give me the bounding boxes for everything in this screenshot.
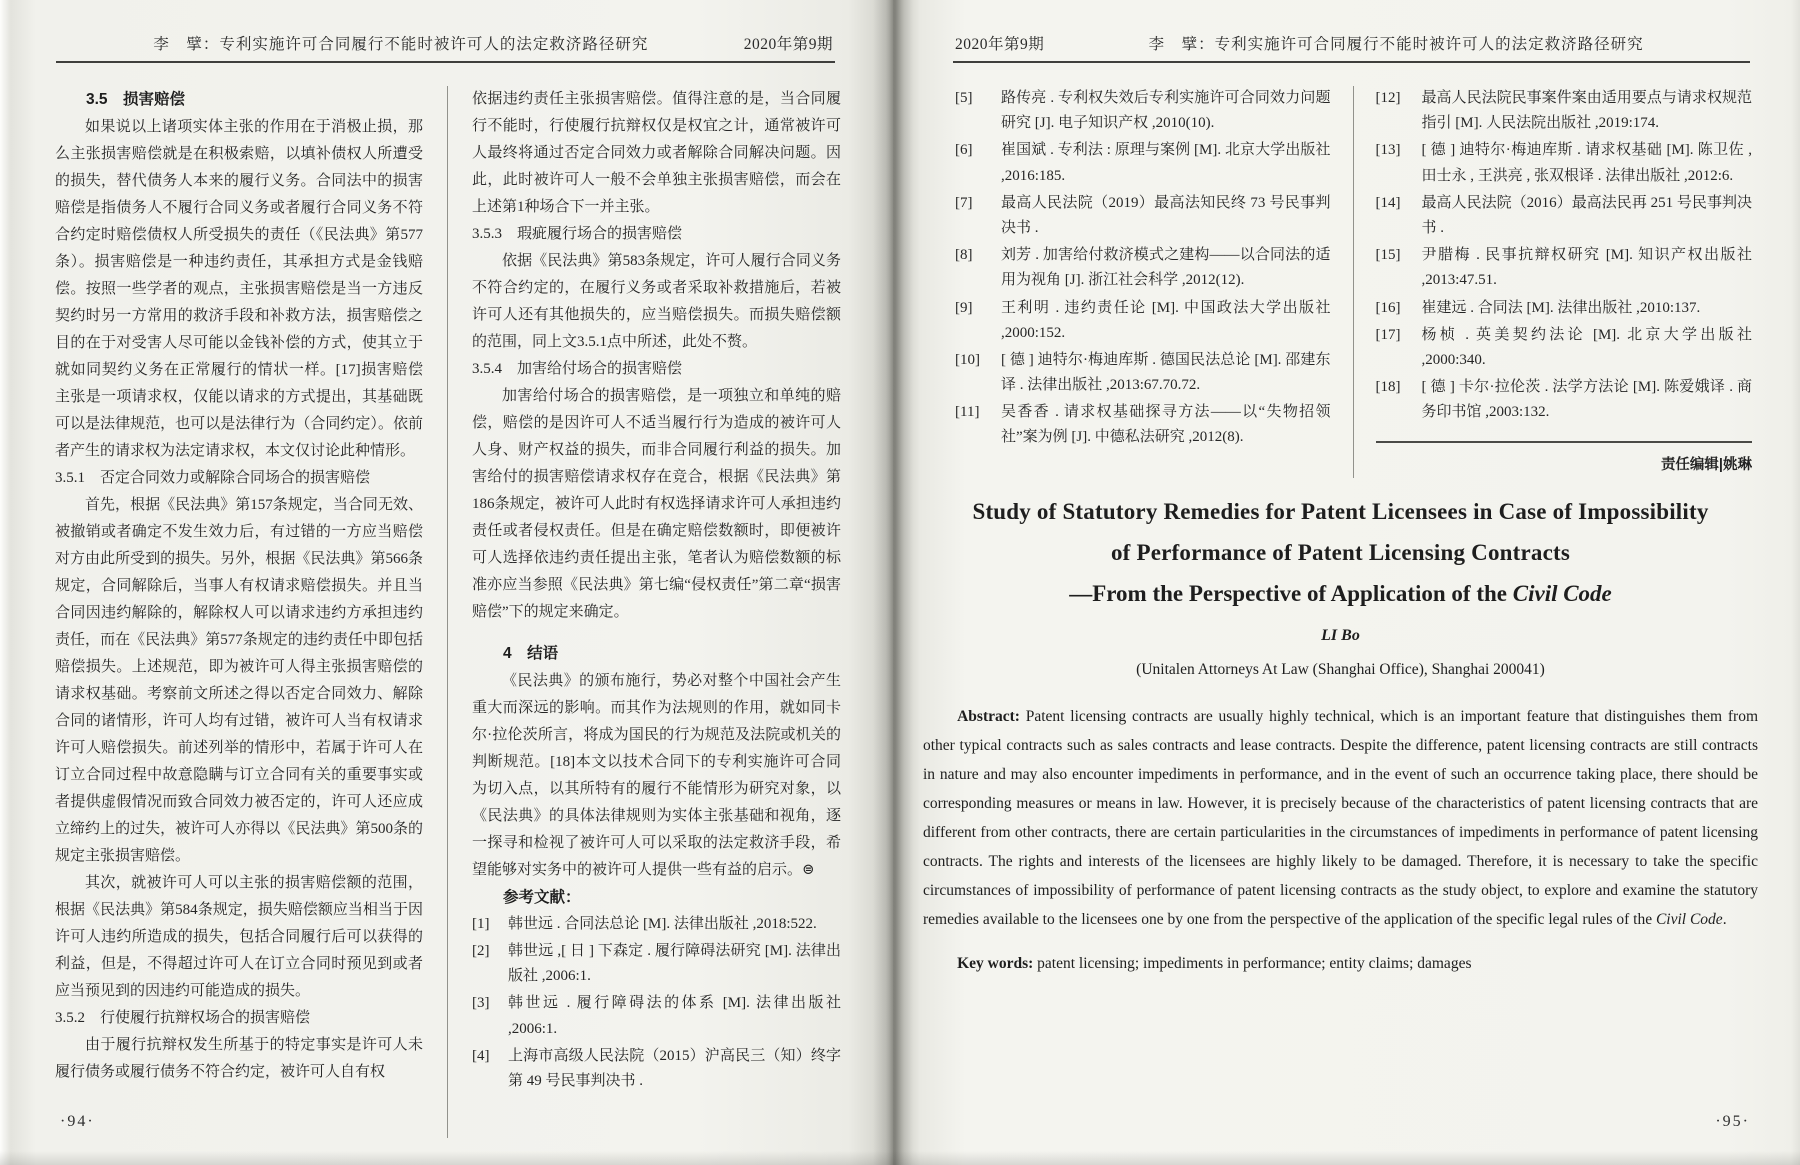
reference-item	[955, 400, 1331, 450]
paragraph: 《民法典》的颁布施行，势必对整个中国社会产生重大而深远的影响。而其作为法规则的作用，就如同卡尔·拉伦茨所言，将成为国民的行为规范及法院或机关的判断规范。[18]本文以技术合同下的专利实施许可合同为切入点，以其所特有的履行不能情形为研究对象，以《民法典》的具体法律规则为实体主张基础和视角，逐一探寻和检视了被许可人可以采取的法定救济手段，希望能够对实务中的被许可人提供一些有益的启示。⊜	[472, 672, 841, 878]
reference-number: [18]	[1375, 379, 1401, 396]
reference-text: 尹腊梅 . 民事抗辩权研究 [M]. 知识产权出版社 ,2013:47.51.	[1421, 247, 1752, 289]
english-subtitle	[923, 574, 1758, 615]
reference-item	[955, 191, 1331, 241]
reference-item	[1376, 323, 1753, 373]
reference-item	[955, 243, 1331, 293]
reference-number: [3]	[472, 995, 490, 1012]
reference-number: [9]	[955, 299, 973, 316]
paragraph: 加害给付场合的损害赔偿，是一项独立和单纯的赔偿，赔偿的是因许可人不适当履行行为造成的被许可人人身、财产权益的损失，而非合同履行利益的损失。加害给付的损害赔偿请求权存在竞合，根据《民法典》第186条规定，被许可人此时有权选择请求许可人承担违约责任或者侵权责任。但是在确定赔偿数额时，即便被许可人选择依违约责任提出主张，笔者认为赔偿数额的标准亦应当参照《民法典》第七编“侵权责任”第二章“损害赔偿”下的规定来确定。	[472, 388, 841, 620]
reference-text: [ 德 ] 迪特尔·梅迪库斯 . 德国民法总论 [M]. 邵建东译 . 法律出版社 ,2013:67.70.72.	[1001, 351, 1331, 394]
page-number-94: ·94·	[60, 1113, 95, 1130]
page-95	[893, 0, 1800, 1165]
reference-text: 路传亮 . 专利权失效后专利实施许可合同效力问题研究 [J]. 电子知识产权 ,2010(10).	[1001, 90, 1331, 132]
reference-number: [15]	[1375, 247, 1401, 264]
keywords-label: Key words:	[957, 955, 1034, 973]
reference-item	[1376, 86, 1753, 136]
reference-number: [12]	[1375, 90, 1401, 106]
abstract-italic: Civil Code	[1655, 910, 1723, 928]
reference-item	[1376, 138, 1753, 188]
page-94-column-2	[448, 86, 841, 1138]
reference-text: 韩世远 . 履行障碍法的体系 [M]. 法律出版社 ,2006:1.	[508, 995, 841, 1037]
reference-item	[955, 296, 1331, 346]
reference-text: 刘芳 . 加害给付救济模式之建构——以合同法的适用为视角 [J]. 浙江社会科学 ,2012(12).	[1001, 247, 1331, 289]
reference-text: 最高人民法院（2019）最高法知民终 73 号民事判决书 .	[1001, 194, 1331, 236]
running-head-issue: 2020年第9期	[955, 36, 1045, 53]
paragraph: 如果说以上诸项实体主张的作用在于消极止损，那么主张损害赔偿就是在积极索赔，以填补债权人所遭受的损失，替代债务人本来的履行义务。合同法中的损害赔偿是指债务人不履行合同义务或者履行合同义务不符合约定时赔偿债权人所受损失的责任（《民法典》第577条）。损害赔偿是一种违约责任，其承担方式是金钱赔偿。按照一些学者的观点，主张损害赔偿是当一方违反契约时另一方常用的救济手段和补救方法，损害赔偿之目的在于对受害人尽可能以金钱补偿的方式，使其立于就如同契约义务在正常履行的情状一样。[17]损害赔偿主张是一项请求权，仅能以请求的方式提出，其基础既可以是法律规范，也可以是法律行为（合同约定）。依前者产生的请求权为法定请求权，本文仅讨论此种情形。	[55, 118, 423, 459]
reference-number: [17]	[1375, 326, 1401, 343]
references-list-5-11	[955, 86, 1331, 451]
reference-item	[1376, 243, 1753, 293]
reference-number: [4]	[472, 1047, 490, 1064]
english-author: LI Bo	[1321, 626, 1360, 644]
reference-text: 最高人民法院（2016）最高法民再 251 号民事判决书 .	[1421, 194, 1752, 236]
editor-rule	[1376, 441, 1753, 443]
running-head-title: 李 擘：专利实施许可合同履行不能时被许可人的法定救济路径研究	[1148, 36, 1644, 53]
page-94-running-head	[58, 32, 833, 54]
section-heading-3-5-2: 3.5.2 行使履行抗辩权场合的损害赔偿	[55, 1009, 311, 1026]
abstract-tail: .	[1722, 910, 1727, 928]
reference-item	[955, 86, 1331, 136]
reference-item	[472, 991, 841, 1041]
paragraph-continued: 依据违约责任主张损害赔偿。值得注意的是，当合同履行不能时，行使履行抗辩权仅是权宜之计，通常被许可人最终将通过否定合同效力或者解除合同解决问题。因此，此时被许可人一般不会单独主张损害赔偿，而会在上述第1种场合下一并主张。	[472, 91, 841, 215]
reference-item	[955, 138, 1331, 188]
reference-number: [5]	[955, 90, 973, 106]
english-abstract	[923, 703, 1758, 935]
reference-item	[472, 1044, 841, 1094]
abstract-body: Patent licensing contracts are usually highly technical, which is an important feature that distinguishes them from other typical contracts such as sales contracts and lease contracts. Despite the difference, patent licensing contracts are still contracts in nature and may also encounter impediments in performance, and in the event of such an occurrence taking place, there should be corresponding measures or means in law. However, it is precisely because of the characteristics of patent licensing contracts that are different from other contracts, there are certain particularities in the circumstances of impediments in performance of patent licensing contracts. The rights and interests of the licensees are highly likely to be damaged. Therefore, it is necessary to take the specific circumstances of impossibility of performance of patent licensing contracts as the study object, to explore and examine the statutory remedies available to the licensees one by one from the perspective of the application of the specific legal rules of the	[923, 707, 1758, 928]
reference-item	[1376, 191, 1753, 241]
reference-number: [10]	[955, 351, 980, 368]
reference-text: 最高人民法院民事案件案由适用要点与请求权规范指引 [M]. 人民法院出版社 ,2019:174.	[1421, 90, 1752, 132]
header-rule	[953, 61, 1750, 63]
reference-number: [11]	[955, 404, 980, 421]
reference-number: [14]	[1375, 194, 1401, 211]
reference-number: [16]	[1375, 299, 1401, 316]
english-title-line-2: of Performance of Patent Licensing Contracts	[1110, 539, 1571, 565]
reference-number: [6]	[955, 142, 973, 159]
running-head-issue: 2020年第9期	[743, 36, 833, 53]
abstract-label: Abstract:	[957, 707, 1020, 725]
english-subtitle-text: —From the Perspective of Application of the	[1069, 580, 1513, 606]
english-affiliation: (Unitalen Attorneys At Law (Shanghai Office), Shanghai 200041)	[1136, 660, 1545, 678]
page-number-95: ·95·	[1715, 1113, 1750, 1130]
reference-text: 韩世远 . 合同法总论 [M]. 法律出版社 ,2018:522.	[508, 915, 817, 932]
reference-text: 崔国斌 . 专利法 : 原理与案例 [M]. 北京大学出版社 ,2016:185.	[1001, 142, 1331, 184]
running-head-title: 李 擘：专利实施许可合同履行不能时被许可人的法定救济路径研究	[153, 36, 649, 53]
reference-number: [2]	[472, 942, 490, 959]
header-rule	[56, 61, 835, 63]
english-abstract-section	[923, 492, 1758, 995]
keywords-body: patent licensing; impediments in performance; entity claims; damages	[1033, 955, 1472, 973]
reference-text: 崔建远 . 合同法 [M]. 法律出版社 ,2010:137.	[1421, 299, 1701, 316]
reference-text: 韩世远 ,[ 日 ] 下森定 . 履行障碍法研究 [M]. 法律出版社 ,2006:1.	[508, 942, 841, 985]
section-heading-3-5-3: 3.5.3 瑕疵履行场合的损害赔偿	[472, 226, 683, 242]
english-keywords	[923, 950, 1758, 979]
references-list-12-18	[1376, 86, 1753, 425]
english-title-line-1: Study of Statutory Remedies for Patent Licensees in Case of Impossibility	[972, 499, 1709, 524]
reference-text: 吴香香 . 请求权基础探寻方法——以“失物招领社”案为例 [J]. 中德私法研究 ,2012(8).	[1001, 404, 1331, 446]
reference-number: [13]	[1375, 142, 1401, 159]
references-list-1-4	[472, 912, 841, 1094]
reference-text: [ 德 ] 迪特尔·梅迪库斯 . 请求权基础 [M]. 陈卫佐 , 田士永 , 王洪亮 , 张双根译 . 法律出版社 ,2012:6.	[1421, 142, 1752, 184]
paragraph: 其次，就被许可人可以主张的损害赔偿额的范围，根据《民法典》第584条规定，损失赔偿额应当相当于因许可人违约所造成的损失，包括合同履行后可以获得的利益，但是，不得超过许可人在订立合同时预见到或者应当预见到的因违约可能造成的损失。	[55, 874, 423, 999]
english-subtitle-italic: Civil Code	[1512, 580, 1612, 606]
reference-text: [ 德 ] 卡尔·拉伦茨 . 法学方法论 [M]. 陈爱娥译 . 商务印书馆 ,2003:132.	[1421, 379, 1752, 421]
page-95-references	[955, 86, 1752, 478]
page-94-column-1	[55, 86, 448, 1138]
reference-text: 王利明 . 违约责任论 [M]. 中国政法大学出版社 ,2000:152.	[1001, 299, 1331, 341]
reference-item	[1376, 296, 1753, 321]
reference-number: [7]	[955, 194, 973, 211]
reference-item	[472, 939, 841, 989]
references-column-right	[1354, 86, 1753, 478]
page-94	[0, 0, 893, 1165]
page-94-body	[55, 86, 841, 1138]
reference-item	[1376, 375, 1753, 425]
reference-item	[472, 912, 841, 937]
references-heading: 参考文献：	[503, 888, 581, 906]
paragraph: 依据《民法典》第583条规定，许可人履行合同义务不符合约定的，在履行义务或者采取补救措施后，若被许可人还有其他损失的，应当赔偿损失。而损失赔偿额的范围，同上文3.5.1点中所述，此处不赘。	[472, 253, 841, 350]
reference-item	[955, 348, 1331, 398]
reference-number: [1]	[472, 915, 490, 932]
references-column-left	[955, 86, 1354, 478]
paragraph: 首先，根据《民法典》第157条规定，当合同无效、被撤销或者确定不发生效力后，有过错的一方应当赔偿对方由此所受到的损失。另外，根据《民法典》第566条规定，合同解除后，当事人有权请求赔偿损失。并且当合同因违约解除的，解除权人可以请求违约方承担违约责任，而在《民法典》第577条规定的违约责任中即包括赔偿损失。上述规范，即为被许可人得主张损害赔偿的请求权基础。考察前文所述之得以否定合同效力、解除合同的诸情形，许可人均有过错，被许可人当有权请求许可人赔偿损失。前述列举的情形中，若属于许可人在订立合同过程中故意隐瞒与订立合同有关的重要事实或者提供虚假情况而致合同效力被否定的，许可人还应成立缔约上的过失，被许可人亦得以《民法典》第500条的规定主张损害赔偿。	[55, 496, 423, 864]
responsible-editor: 责任编辑|姚琳	[1660, 457, 1752, 474]
reference-text: 上海市高级人民法院（2015）沪高民三（知）终字第 49 号民事判决书 .	[508, 1047, 841, 1089]
section-heading-3-5: 3.5 损害赔偿	[86, 91, 186, 108]
section-heading-3-5-4: 3.5.4 加害给付场合的损害赔偿	[472, 361, 683, 377]
reference-text: 杨桢 . 英美契约法论 [M]. 北京大学出版社 ,2000:340.	[1421, 326, 1752, 368]
english-title	[923, 492, 1758, 574]
section-heading-3-5-1: 3.5.1 否定合同效力或解除合同场合的损害赔偿	[55, 469, 371, 486]
page-95-running-head	[955, 32, 1748, 54]
paragraph: 由于履行抗辩权发生所基于的特定事实是许可人未履行债务或履行债务不符合约定，被许可人自有权	[55, 1036, 423, 1080]
section-heading-4: 4 结语	[503, 645, 559, 662]
reference-number: [8]	[955, 247, 973, 264]
